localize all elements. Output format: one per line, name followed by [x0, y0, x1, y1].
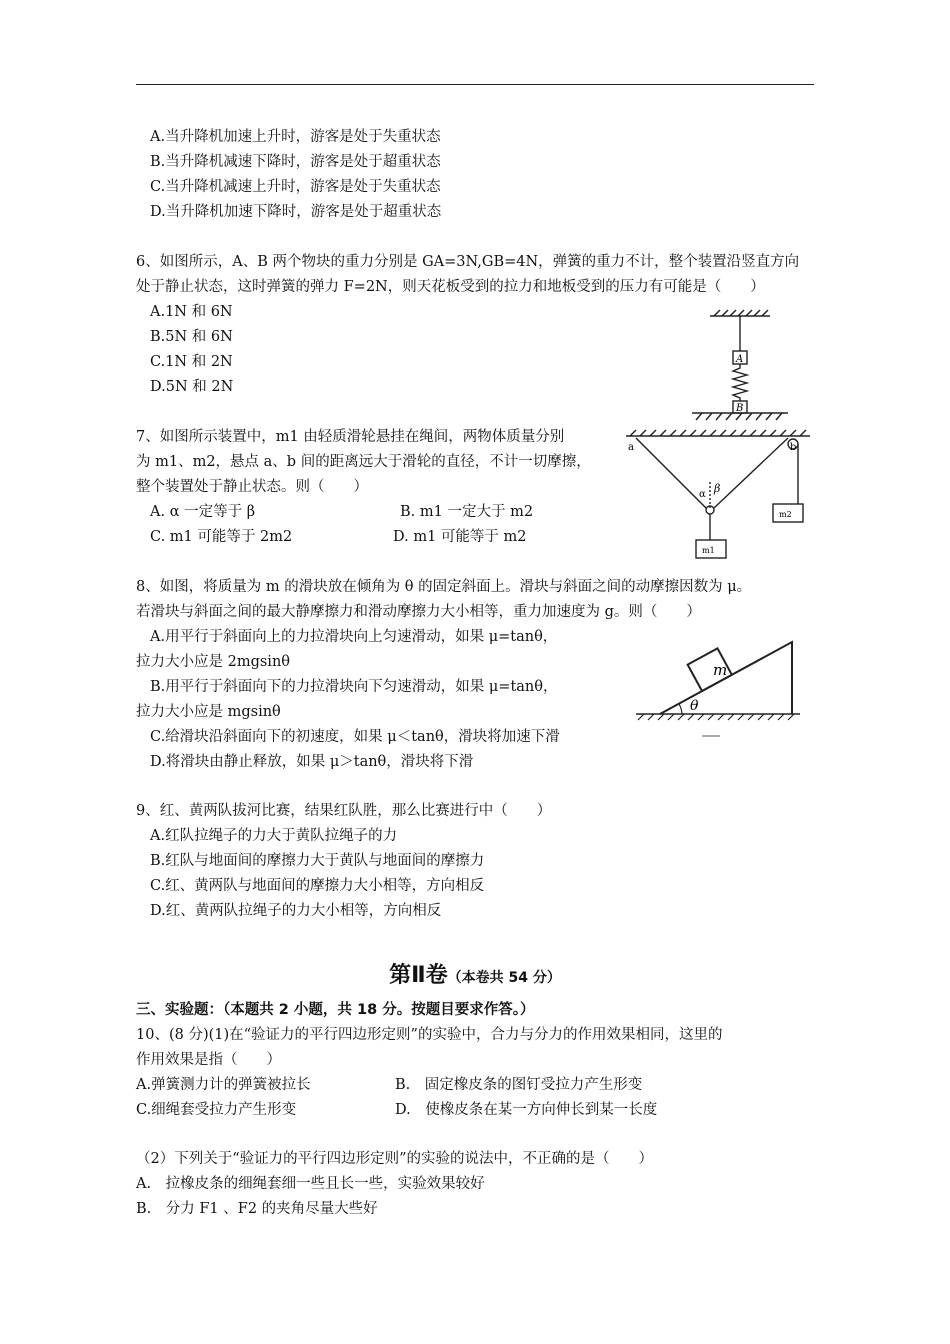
q9-option-a: A.红队拉绳子的力大于黄队拉绳子的力	[150, 828, 398, 844]
q10-option-b: B. 固定橡皮条的图钉受拉力产生形变	[395, 1077, 643, 1093]
q8-option-b-line2: 拉力大小应是 mgsinθ	[136, 704, 281, 720]
block-a-label: A	[736, 354, 744, 365]
q7-stem-line1: 7、如图所示装置中，m1 由轻质滑轮悬挂在绳间，两物体质量分别	[136, 429, 565, 445]
mass-label: m	[713, 661, 728, 679]
block-b-label: B	[736, 403, 744, 414]
section-note: （本卷共 54 分）	[447, 970, 561, 986]
q6-option-a: A.1N 和 6N	[150, 304, 233, 320]
q10-part2-option-a: A. 拉橡皮条的细绳套细一些且长一些，实验效果较好	[136, 1176, 485, 1192]
q9-stem: 9、红、黄两队拔河比赛，结果红队胜，那么比赛进行中（ ）	[136, 803, 552, 819]
q10-part2-stem: （2）下列关于“验证力的平行四边形定则”的实验的说法中，不正确的是（ ）	[136, 1151, 654, 1167]
m1-label: m1	[702, 546, 715, 555]
q7-stem-line2: 为 m1、m2，悬点 a、b 间的距离远大于滑轮的直径，不计一切摩擦，	[136, 454, 591, 470]
header-rule	[136, 84, 814, 85]
q9-option-b: B.红队与地面间的摩擦力大于黄队与地面间的摩擦力	[150, 853, 485, 869]
q6-option-b: B.5N 和 6N	[150, 329, 233, 345]
part3-heading: 三、实验题：（本题共 2 小题，共 18 分。按题目要求作答。）	[136, 1002, 535, 1018]
q6-option-c: C.1N 和 2N	[150, 354, 233, 370]
m2-label: m2	[779, 510, 792, 519]
q9-option-d: D.红、黄两队拉绳子的力大小相等，方向相反	[150, 903, 442, 919]
q8-option-a-line1: A.用平行于斜面向上的力拉滑块向上匀速滑动，如果 μ=tanθ，	[150, 629, 558, 645]
spring-blocks-figure	[680, 308, 800, 426]
q7-option-d: D. m1 可能等于 m2	[393, 529, 527, 545]
q10-part2-option-b: B. 分力 F1 、F2 的夹角尽量大些好	[136, 1201, 378, 1217]
alpha-label: α	[699, 489, 706, 500]
q8-option-c: C.给滑块沿斜面向下的初速度，如果 μ＜tanθ，滑块将加速下滑	[150, 729, 560, 745]
q5-option-b: B.当升降机减速下降时，游客是处于超重状态	[150, 154, 441, 170]
section-title: 第Ⅱ卷	[389, 963, 448, 988]
q6-stem-line2: 处于静止状态，这时弹簧的弹力 F=2N，则天花板受到的拉力和地板受到的压力有可能是（ ）	[136, 279, 765, 295]
q8-stem-line2: 若滑块与斜面之间的最大静摩擦力和滑动摩擦力大小相等，重力加速度为 g。则（ ）	[136, 604, 701, 620]
q7-option-c: C. m1 可能等于 2m2	[150, 529, 293, 545]
q10-option-d: D. 使橡皮条在某一方向伸长到某一长度	[395, 1102, 658, 1118]
pulley-figure	[622, 426, 816, 566]
q10-option-a: A.弹簧测力计的弹簧被拉长	[136, 1077, 311, 1093]
q5-option-a: A.当升降机加速上升时，游客是处于失重状态	[150, 129, 441, 145]
q6-option-d: D.5N 和 2N	[150, 379, 234, 395]
q9-option-c: C.红、黄两队与地面间的摩擦力大小相等，方向相反	[150, 878, 485, 894]
beta-label: β	[714, 482, 721, 495]
q6-stem-line1: 6、如图所示，A、B 两个物块的重力分别是 GA=3N,GB=4N，弹簧的重力不计，整个装置沿竖直方向	[136, 254, 800, 270]
point-a-label: a	[628, 442, 634, 453]
q8-option-b-line1: B.用平行于斜面向下的力拉滑块向下匀速滑动，如果 μ=tanθ，	[150, 679, 558, 695]
theta-label: θ	[690, 698, 699, 714]
point-b-label: b	[790, 442, 797, 453]
q10-option-c: C.细绳套受拉力产生形变	[136, 1102, 297, 1118]
q10-stem-line2: 作用效果是指（ ）	[136, 1052, 281, 1068]
q7-stem-line3: 整个装置处于静止状态。则（ ）	[136, 479, 368, 495]
q10-stem-line1: 10、(8 分)(1)在“验证力的平行四边形定则”的实验中，合力与分力的作用效果相同，这里的	[136, 1027, 723, 1043]
q7-option-a: A. α 一定等于 β	[150, 504, 256, 520]
incline-figure	[632, 632, 804, 740]
q5-option-d: D.当升降机加速下降时，游客是处于超重状态	[150, 204, 442, 220]
q8-option-a-line2: 拉力大小应是 2mgsinθ	[136, 654, 291, 670]
q5-option-c: C.当升降机减速上升时，游客是处于失重状态	[150, 179, 441, 195]
q8-option-d: D.将滑块由静止释放，如果 μ＞tanθ，滑块将下滑	[150, 754, 474, 770]
q8-stem-line1: 8、如图，将质量为 m 的滑块放在倾角为 θ 的固定斜面上。滑块与斜面之间的动摩擦因数为 μ。	[136, 579, 752, 595]
q7-option-b: B. m1 一定大于 m2	[400, 504, 534, 520]
section-heading	[0, 958, 950, 989]
